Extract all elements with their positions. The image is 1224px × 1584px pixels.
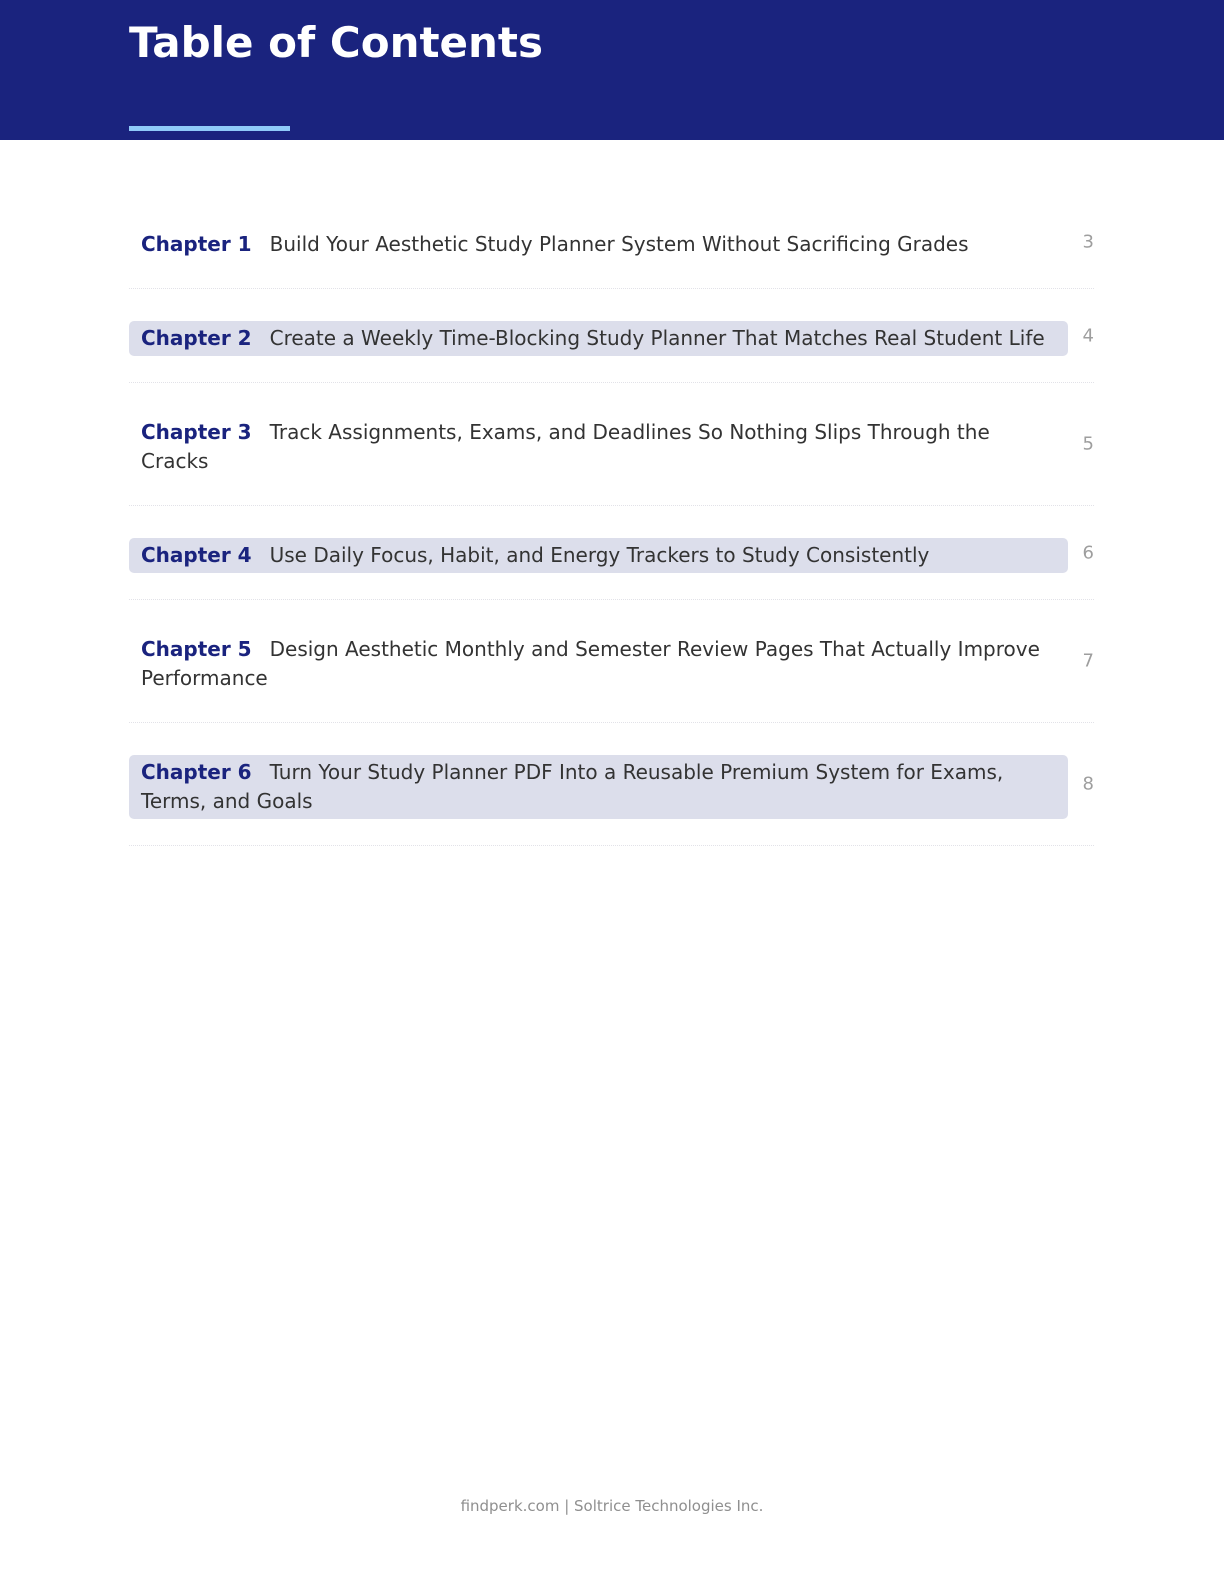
toc-entry-text — [129, 321, 1068, 356]
page-number: 4 — [1082, 325, 1094, 346]
chapter-label: Chapter 1 — [141, 232, 252, 256]
page-number: 6 — [1082, 542, 1094, 563]
chapter-title: Track Assignments, Exams, and Deadlines So Nothing Slips Through the Cracks — [141, 420, 990, 473]
toc-entry-3[interactable] — [129, 383, 1094, 506]
chapter-title: Turn Your Study Planner PDF Into a Reusable Premium System for Exams, Terms, and Goals — [141, 760, 1004, 813]
page-number: 5 — [1082, 433, 1094, 455]
toc-entry-text — [129, 538, 1068, 573]
page-number: 7 — [1082, 650, 1094, 672]
toc-entry-6[interactable] — [129, 723, 1094, 846]
toc-entry-text — [129, 632, 1068, 696]
toc-entry-1[interactable] — [129, 195, 1094, 289]
chapter-label: Chapter 2 — [141, 326, 252, 350]
toc-entry-text — [129, 227, 1068, 262]
page-title: Table of Contents — [129, 18, 544, 67]
page-number: 8 — [1082, 773, 1094, 795]
chapter-title: Build Your Aesthetic Study Planner System Without Sacrificing Grades — [269, 232, 969, 256]
chapter-label: Chapter 6 — [141, 760, 252, 784]
toc-entry-text — [129, 415, 1068, 479]
chapter-title: Design Aesthetic Monthly and Semester Review Pages That Actually Improve Performance — [141, 637, 1040, 690]
page-footer: findperk.com | Soltrice Technologies Inc. — [460, 1497, 764, 1515]
chapter-title: Create a Weekly Time-Blocking Study Planner That Matches Real Student Life — [269, 326, 1045, 350]
page-number: 3 — [1082, 231, 1094, 252]
toc-entry-4[interactable] — [129, 506, 1094, 600]
toc-entry-2[interactable] — [129, 289, 1094, 383]
table-of-contents — [129, 195, 1094, 846]
chapter-title: Use Daily Focus, Habit, and Energy Trackers to Study Consistently — [269, 543, 930, 567]
header-banner — [0, 0, 1224, 140]
title-accent-bar — [129, 126, 290, 131]
chapter-label: Chapter 5 — [141, 637, 252, 661]
chapter-label: Chapter 3 — [141, 420, 252, 444]
toc-entry-5[interactable] — [129, 600, 1094, 723]
chapter-label: Chapter 4 — [141, 543, 252, 567]
toc-entry-text — [129, 755, 1068, 819]
